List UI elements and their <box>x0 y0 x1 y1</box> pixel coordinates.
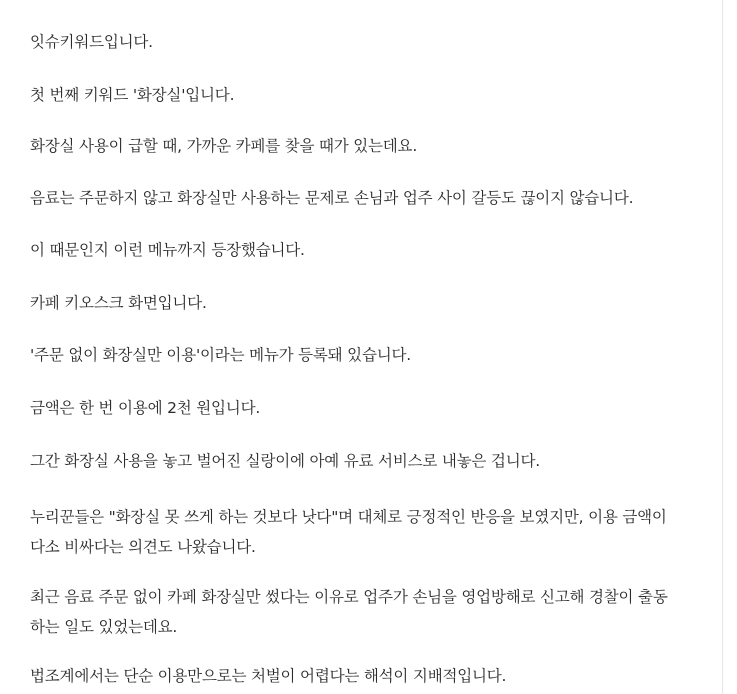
paragraph-line: 법조계에서는 단순 이용만으로는 처벌이 어렵다는 해석이 지배적입니다. <box>30 667 507 685</box>
paragraph-line: 하는 일도 있었는데요. <box>30 618 178 636</box>
paragraph-line: 금액은 한 번 이용에 2천 원입니다. <box>30 399 261 417</box>
paragraph-line: 그간 화장실 사용을 놓고 벌어진 실랑이에 아예 유료 서비스로 내놓은 겁니다. <box>30 452 540 470</box>
paragraph-6 <box>30 288 207 318</box>
paragraph-line: 잇슈키워드입니다. <box>30 33 153 51</box>
paragraph-line: '주문 없이 화장실만 이용'이라는 메뉴가 등록돼 있습니다. <box>30 346 411 364</box>
paragraph-3 <box>30 131 417 161</box>
paragraph-5 <box>30 235 305 265</box>
paragraph-9 <box>30 446 540 476</box>
paragraph-line: 첫 번째 키워드 '화장실'입니다. <box>30 86 235 104</box>
article-body <box>30 0 702 694</box>
content-divider <box>722 0 723 694</box>
paragraph-4 <box>30 183 633 213</box>
paragraph-8 <box>30 393 260 423</box>
paragraph-11 <box>30 582 668 642</box>
paragraph-12 <box>30 661 506 691</box>
paragraph-1 <box>30 27 153 57</box>
paragraph-line: 카페 키오스크 화면입니다. <box>30 294 207 312</box>
paragraph-10 <box>30 502 667 562</box>
paragraph-line: 누리꾼들은 "화장실 못 쓰게 하는 것보다 낫다"며 대체로 긍정적인 반응을 보였지만, 이용 금액이 <box>30 508 667 526</box>
paragraph-line: 최근 음료 주문 없이 카페 화장실만 썼다는 이유로 업주가 손님을 영업방해로 신고해 경찰이 출동 <box>30 588 668 606</box>
paragraph-2 <box>30 80 234 110</box>
paragraph-line: 다소 비싸다는 의견도 나왔습니다. <box>30 538 256 556</box>
paragraph-7 <box>30 340 411 370</box>
paragraph-line: 화장실 사용이 급할 때, 가까운 카페를 찾을 때가 있는데요. <box>30 137 418 155</box>
paragraph-line: 음료는 주문하지 않고 화장실만 사용하는 문제로 손님과 업주 사이 갈등도 끊이지 않습니다. <box>30 189 634 207</box>
paragraph-line: 이 때문인지 이런 메뉴까지 등장했습니다. <box>30 241 305 259</box>
